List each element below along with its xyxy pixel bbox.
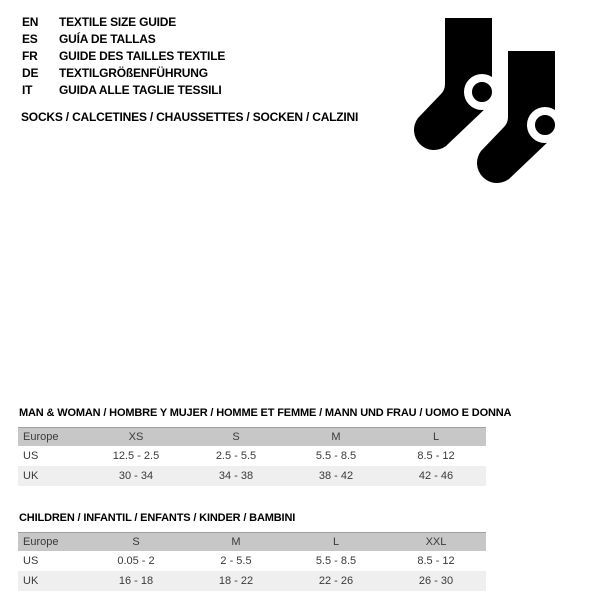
column-header-size: M — [231, 536, 241, 548]
language-label: GUIDE DES TAILLES TEXTILE — [59, 49, 226, 63]
language-label: GUÍA DE TALLAS — [59, 32, 156, 46]
children-section — [18, 512, 486, 591]
language-code: FR — [22, 49, 38, 63]
column-header-size: S — [132, 536, 140, 548]
size-value: 5.5 - 8.5 — [315, 450, 357, 462]
sock-back — [414, 18, 496, 150]
language-code: ES — [22, 32, 38, 46]
language-label: GUIDA ALLE TAGLIE TESSILI — [59, 83, 222, 97]
size-value: 34 - 38 — [218, 470, 254, 482]
children-title: CHILDREN / INFANTIL / ENFANTS / KINDER / BAMBINI — [19, 512, 296, 524]
size-value: 0.05 - 2 — [117, 555, 155, 567]
row-label: US — [23, 450, 39, 462]
category-line: SOCKS / CALCETINES / CHAUSSETTES / SOCKEN / CALZINI — [21, 110, 359, 124]
language-label: TEXTILGRÖßENFÜHRUNG — [59, 66, 208, 80]
children-table — [18, 532, 486, 591]
column-header-size: L — [432, 431, 440, 443]
column-header-region: Europe — [23, 431, 59, 443]
table-row-uk — [18, 571, 486, 591]
socks-icon — [398, 8, 568, 188]
language-list — [22, 14, 225, 99]
language-code: IT — [22, 83, 33, 97]
language-row-en — [22, 14, 225, 31]
language-row-es — [22, 31, 225, 48]
size-value: 5.5 - 8.5 — [315, 555, 357, 567]
size-value: 8.5 - 12 — [417, 555, 455, 567]
language-row-de — [22, 65, 225, 82]
size-value: 18 - 22 — [218, 575, 254, 587]
size-value: 42 - 46 — [418, 470, 454, 482]
row-label: UK — [23, 575, 39, 587]
table-row-uk — [18, 466, 486, 486]
size-value: 38 - 42 — [318, 470, 354, 482]
man-woman-table — [18, 427, 486, 486]
language-row-fr — [22, 48, 225, 65]
table-row-us — [18, 551, 486, 571]
size-value: 12.5 - 2.5 — [112, 450, 160, 462]
header-row — [18, 428, 486, 447]
row-label: US — [23, 555, 39, 567]
man-woman-section — [18, 407, 512, 486]
language-label: TEXTILE SIZE GUIDE — [59, 15, 177, 29]
size-value: 2 - 5.5 — [220, 555, 252, 567]
size-value: 22 - 26 — [318, 575, 354, 587]
column-header-region: Europe — [23, 536, 59, 548]
size-value: 30 - 34 — [118, 470, 154, 482]
column-header-size: S — [232, 431, 240, 443]
column-header-size: XXL — [425, 536, 447, 548]
language-code: DE — [22, 66, 39, 80]
table-row-us — [18, 446, 486, 466]
size-value: 8.5 - 12 — [417, 450, 455, 462]
column-header-size: L — [332, 536, 340, 548]
man-woman-title: MAN & WOMAN / HOMBRE Y MUJER / HOMME ET FEMME / MANN UND FRAU / UOMO E DONNA — [19, 407, 512, 419]
size-value: 2.5 - 5.5 — [215, 450, 257, 462]
column-header-size: M — [331, 431, 341, 443]
language-code: EN — [22, 15, 39, 29]
header-row — [18, 533, 486, 552]
size-value: 26 - 30 — [418, 575, 454, 587]
language-row-it — [22, 82, 225, 99]
size-value: 16 - 18 — [118, 575, 154, 587]
column-header-size: XS — [128, 431, 144, 443]
row-label: UK — [23, 470, 39, 482]
